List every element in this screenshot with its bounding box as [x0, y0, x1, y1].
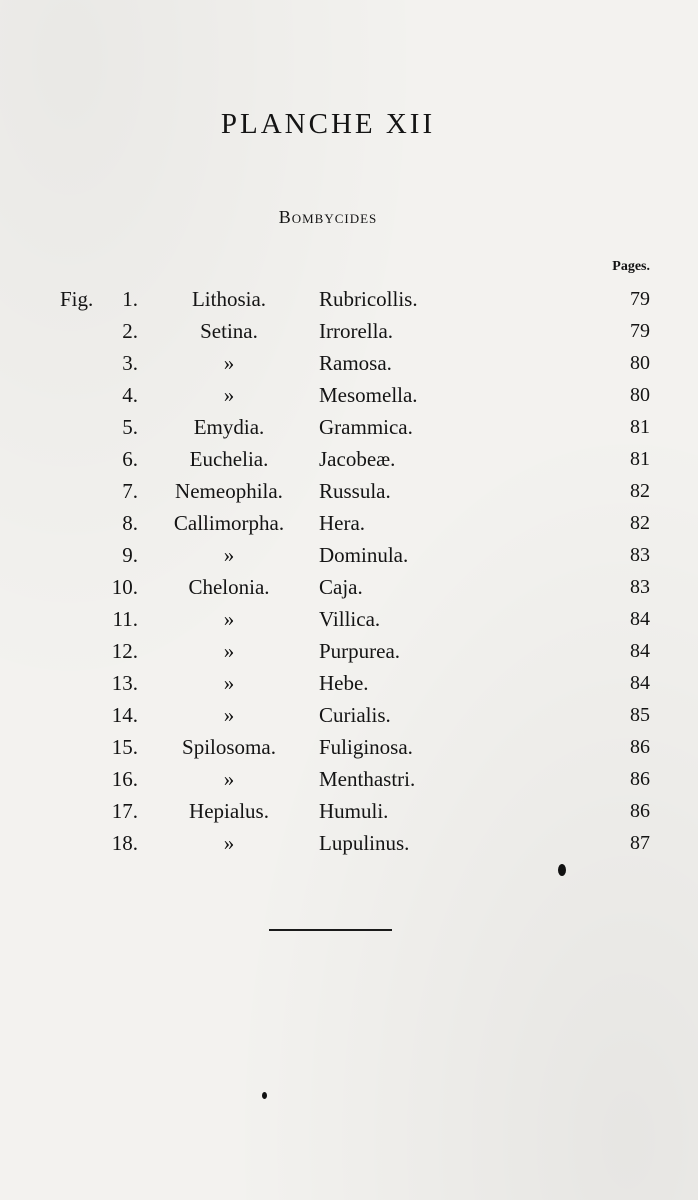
page-number: 82	[630, 512, 650, 534]
species-name: Jacobeæ.	[319, 447, 396, 471]
page-number: 82	[630, 480, 650, 502]
species-name: Russula.	[319, 479, 391, 503]
figure-number: 10.	[111, 575, 138, 599]
species-name: Menthastri.	[319, 767, 416, 791]
figure-number: 6.	[122, 447, 138, 471]
page-number: 84	[630, 640, 650, 662]
page-number: 83	[630, 544, 650, 566]
figure-row	[0, 347, 698, 379]
closing-rule	[269, 929, 392, 931]
figure-row	[0, 443, 698, 475]
species-name: Irrorella.	[319, 319, 394, 343]
figure-row	[0, 731, 698, 763]
genus-name: »	[223, 543, 235, 567]
page-number: 81	[630, 448, 650, 470]
fig-label: Fig.	[60, 287, 94, 311]
figure-row	[0, 795, 698, 827]
page-number: 80	[630, 352, 650, 374]
page-number: 86	[630, 736, 650, 758]
species-name: Purpurea.	[319, 639, 401, 663]
pages-column-header: Pages.	[612, 259, 650, 274]
genus-name: Chelonia.	[188, 575, 270, 599]
genus-name: Nemeophila.	[175, 479, 283, 503]
figure-number: 12.	[111, 639, 138, 663]
species-name: Rubricollis.	[319, 287, 418, 311]
genus-name: Emydia.	[193, 415, 265, 439]
figure-number: 17.	[111, 799, 138, 823]
figure-row	[0, 763, 698, 795]
species-name: Dominula.	[319, 543, 409, 567]
page-number: 79	[630, 320, 650, 342]
genus-name: »	[223, 639, 235, 663]
page-number: 87	[630, 832, 650, 854]
genus-name: Callimorpha.	[173, 511, 285, 535]
figure-row	[0, 571, 698, 603]
species-name: Curialis.	[319, 703, 391, 727]
figure-number: 1.	[122, 287, 138, 311]
page-number: 84	[630, 608, 650, 630]
species-name: Villica.	[319, 607, 381, 631]
ink-speck	[262, 1092, 267, 1099]
figure-number: 11.	[112, 607, 138, 631]
section-subtitle: Bombycides	[278, 207, 378, 227]
page-title: PLANCHE XII	[220, 108, 436, 140]
figure-row	[0, 379, 698, 411]
genus-name: »	[223, 831, 235, 855]
figure-number: 9.	[122, 543, 138, 567]
figure-number: 4.	[122, 383, 138, 407]
page-number: 80	[630, 384, 650, 406]
figure-row	[0, 635, 698, 667]
genus-name: Euchelia.	[189, 447, 269, 471]
species-name: Caja.	[319, 575, 363, 599]
figure-row	[0, 699, 698, 731]
page-number: 86	[630, 768, 650, 790]
genus-name: Lithosia.	[191, 287, 267, 311]
ink-speck	[558, 864, 566, 876]
genus-name: »	[223, 351, 235, 375]
species-name: Hebe.	[319, 671, 369, 695]
page-number: 84	[630, 672, 650, 694]
genus-name: Setina.	[200, 319, 258, 343]
species-name: Fuliginosa.	[319, 735, 413, 759]
species-name: Hera.	[319, 511, 366, 535]
genus-name: »	[223, 607, 235, 631]
species-name: Lupulinus.	[319, 831, 410, 855]
species-name: Grammica.	[319, 415, 413, 439]
genus-name: Spilosoma.	[182, 735, 276, 759]
species-name: Ramosa.	[319, 351, 392, 375]
figure-row	[0, 411, 698, 443]
figure-number: 16.	[111, 767, 138, 791]
species-name: Mesomella.	[319, 383, 418, 407]
figure-number: 2.	[122, 319, 138, 343]
page-number: 86	[630, 800, 650, 822]
figure-number: 5.	[122, 415, 138, 439]
plate-figure-list	[0, 283, 698, 859]
genus-name: »	[223, 383, 235, 407]
figure-number: 7.	[122, 479, 138, 503]
figure-number: 8.	[122, 511, 138, 535]
figure-number: 3.	[122, 351, 138, 375]
figure-row	[0, 539, 698, 571]
figure-number: 15.	[111, 735, 138, 759]
genus-name: »	[223, 767, 235, 791]
genus-name: »	[223, 671, 235, 695]
figure-row	[0, 315, 698, 347]
figure-number: 13.	[111, 671, 138, 695]
figure-row	[0, 475, 698, 507]
page-number: 79	[630, 288, 650, 310]
figure-number: 18.	[111, 831, 138, 855]
figure-row	[0, 827, 698, 859]
genus-name: Hepialus.	[189, 799, 269, 823]
page-number: 85	[630, 704, 650, 726]
figure-row	[0, 603, 698, 635]
figure-row	[0, 283, 698, 315]
page-number: 81	[630, 416, 650, 438]
page-number: 83	[630, 576, 650, 598]
figure-row	[0, 667, 698, 699]
figure-number: 14.	[111, 703, 138, 727]
figure-row	[0, 507, 698, 539]
species-name: Humuli.	[319, 799, 389, 823]
genus-name: »	[223, 703, 235, 727]
